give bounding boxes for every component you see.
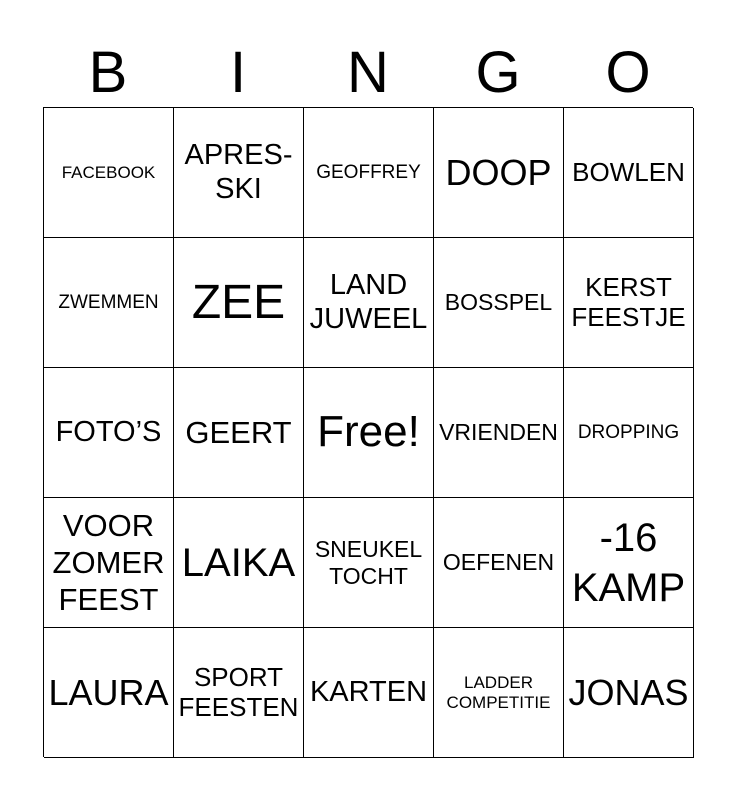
- bingo-cell[interactable]: [304, 498, 434, 628]
- bingo-cell[interactable]: [434, 368, 564, 498]
- bingo-cell[interactable]: [564, 108, 694, 238]
- bingo-cell[interactable]: [174, 108, 304, 238]
- header-letter-g: G: [475, 40, 521, 105]
- bingo-cell[interactable]: [44, 368, 174, 498]
- bingo-cell[interactable]: [174, 238, 304, 368]
- cell-label: GEOFFREY: [316, 161, 421, 183]
- cell-label: LAURA: [48, 671, 169, 713]
- cell-label: KARTEN: [309, 675, 428, 708]
- bingo-cell[interactable]: [434, 108, 564, 238]
- bingo-cell[interactable]: [564, 368, 694, 498]
- bingo-header: [43, 40, 693, 106]
- cell-label: SPORT FEESTEN: [178, 661, 299, 722]
- cell-label: VOOR ZOMER FEEST: [52, 507, 165, 618]
- bingo-cell[interactable]: [174, 498, 304, 628]
- cell-label: ZWEMMEN: [58, 291, 159, 313]
- bingo-cell[interactable]: [174, 368, 304, 498]
- header-letter-i: I: [229, 40, 247, 105]
- cell-label: FACEBOOK: [61, 162, 156, 182]
- cell-label: -16 KAMP: [571, 515, 686, 610]
- bingo-cell[interactable]: [434, 498, 564, 628]
- bingo-cell[interactable]: [564, 628, 694, 758]
- cell-label: DROPPING: [577, 421, 680, 443]
- header-letter-n: N: [347, 40, 389, 105]
- bingo-cell[interactable]: [434, 628, 564, 758]
- cell-label: ZEE: [191, 275, 286, 329]
- free-space-cell[interactable]: [304, 368, 434, 498]
- bingo-cell[interactable]: [304, 238, 434, 368]
- bingo-cell[interactable]: [44, 108, 174, 238]
- cell-label: BOSSPEL: [444, 289, 553, 316]
- cell-label: LADDER COMPETITIE: [446, 672, 551, 712]
- cell-label: JONAS: [568, 671, 689, 713]
- bingo-cell[interactable]: [434, 238, 564, 368]
- bingo-cell[interactable]: [44, 628, 174, 758]
- cell-label: OEFENEN: [442, 549, 555, 576]
- cell-label: KERST FEESTJE: [571, 271, 686, 332]
- cell-label: VRIENDEN: [439, 419, 558, 446]
- header-letter-b: B: [88, 40, 128, 105]
- bingo-cell[interactable]: [564, 498, 694, 628]
- cell-label: BOWLEN: [572, 156, 685, 187]
- cell-label: SNEUKEL TOCHT: [314, 536, 423, 589]
- bingo-cell[interactable]: [304, 108, 434, 238]
- cell-label: LAND JUWEEL: [309, 269, 428, 335]
- bingo-cell[interactable]: [44, 238, 174, 368]
- bingo-card-grid: [43, 107, 693, 757]
- cell-label: APRES- SKI: [184, 139, 293, 205]
- header-letter-o: O: [605, 40, 651, 105]
- cell-label: DOOP: [445, 151, 552, 193]
- bingo-cell[interactable]: [564, 238, 694, 368]
- cell-label: FOTO’S: [55, 415, 162, 448]
- bingo-cell[interactable]: [304, 628, 434, 758]
- bingo-cell[interactable]: [174, 628, 304, 758]
- cell-label: LAIKA: [181, 540, 296, 585]
- cell-label: GEERT: [185, 414, 292, 450]
- free-space-label: Free!: [317, 407, 420, 457]
- bingo-cell[interactable]: [44, 498, 174, 628]
